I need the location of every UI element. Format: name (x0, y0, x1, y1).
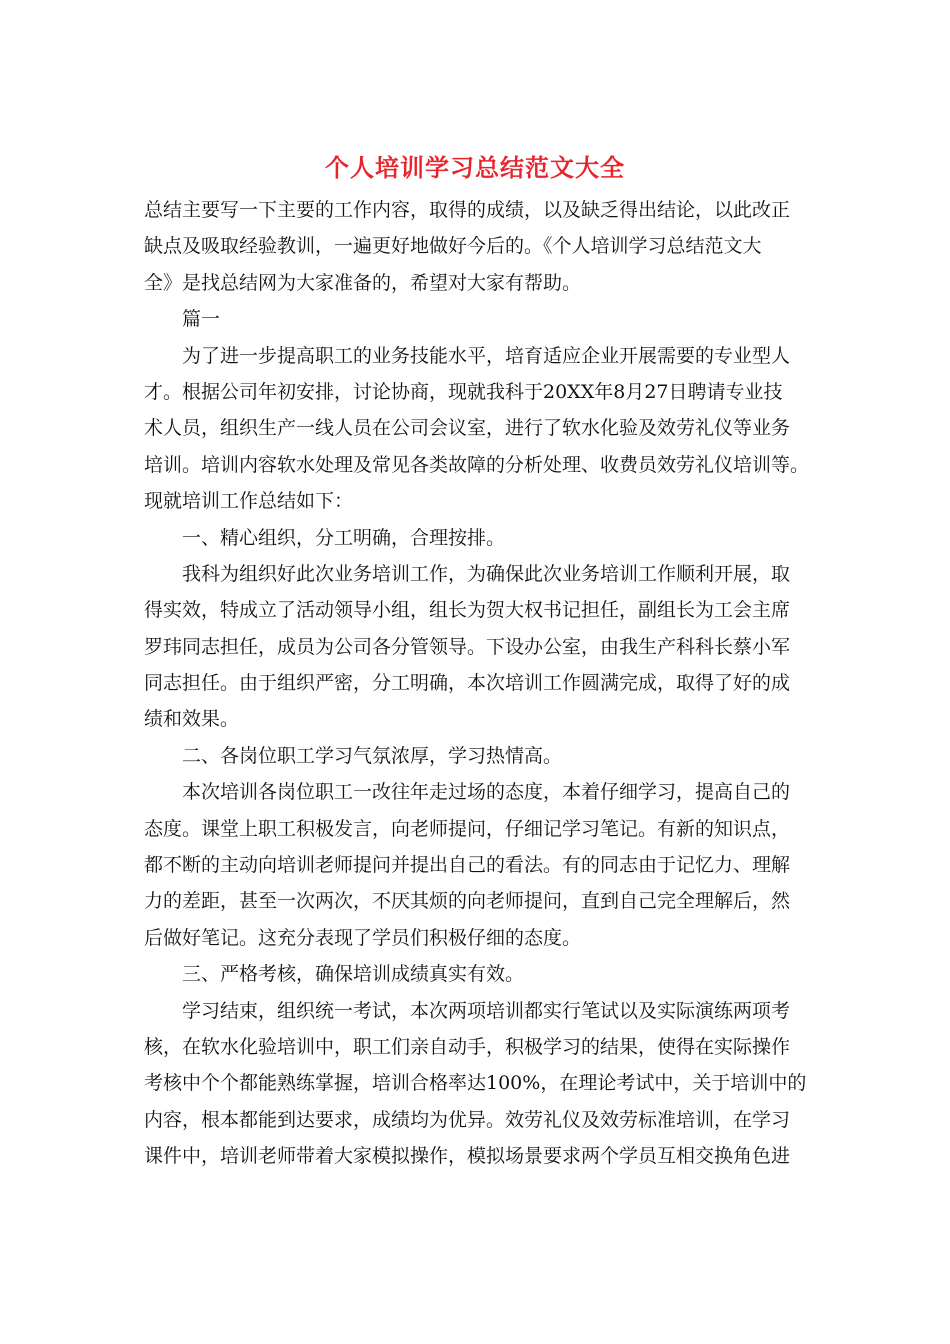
body-line: 核，在软水化验培训中，职工们亲自动手，积极学习的结果，使得在实际操作 (144, 1035, 791, 1058)
body-line: 缺点及吸取经验教训，一遍更好地做好今后的。《个人培训学习总结范文大 (144, 235, 762, 258)
body-line: 本次培训各岗位职工一改往年走过场的态度，本着仔细学习，提高自己的 (182, 781, 791, 804)
document-body (144, 192, 810, 1175)
body-line: 培训。培训内容软水处理及常见各类故障的分析处理、收费员效劳礼仪培训等。 (144, 453, 810, 476)
body-line: 全》是找总结网为大家准备的，希望对大家有帮助。 (144, 271, 582, 294)
body-line: 学习结束，组织统一考试，本次两项培训都实行笔试以及实际演练两项考 (182, 999, 791, 1022)
body-line: 罗玮同志担任，成员为公司各分管领导。下设办公室，由我生产科科长蔡小军 (144, 635, 791, 658)
body-line: 为了进一步提高职工的业务技能水平，培育适应企业开展需要的专业型人 (182, 344, 791, 367)
body-line: 都不断的主动向培训老师提问并提出自己的看法。有的同志由于记忆力、理解 (144, 854, 791, 877)
body-line: 后做好笔记。这充分表现了学员们积极仔细的态度。 (144, 926, 582, 949)
section-heading: 二、各岗位职工学习气氛浓厚，学习热情高。 (182, 744, 563, 767)
body-line: 内容，根本都能到达要求，成绩均为优异。效劳礼仪及效劳标准培训，在学习 (144, 1108, 791, 1131)
body-line: 我科为组织好此次业务培训工作，为确保此次业务培训工作顺利开展，取 (182, 562, 791, 585)
body-line: 考核中个个都能熟练掌握，培训合格率达100%，在理论考试中，关于培训中的 (144, 1072, 807, 1095)
body-line: 态度。课堂上职工积极发言，向老师提问，仔细记学习笔记。有新的知识点， (144, 817, 791, 840)
body-line: 同志担任。由于组织严密，分工明确，本次培训工作圆满完成，取得了好的成 (144, 672, 791, 695)
section-heading: 三、严格考核，确保培训成绩真实有效。 (182, 963, 525, 986)
body-line: 绩和效果。 (144, 708, 240, 731)
body-line: 总结主要写一下主要的工作内容，取得的成绩，以及缺乏得出结论，以此改正 (144, 199, 791, 221)
body-line: 才。根据公司年初安排，讨论协商，现就我科于20XX年8月27日聘请专业技 (144, 380, 783, 403)
body-line: 术人员，组织生产一线人员在公司会议室，进行了软水化验及效劳礼仪等业务 (144, 417, 791, 440)
body-line: 现就培训工作总结如下： (144, 490, 354, 513)
body-line: 课件中，培训老师带着大家模拟操作，模拟场景要求两个学员互相交换角色进 (144, 1145, 791, 1168)
body-line: 力的差距，甚至一次两次，不厌其烦的向老师提问，直到自己完全理解后，然 (144, 890, 791, 913)
section-heading: 一、精心组织，分工明确，合理按排。 (182, 526, 506, 549)
section-label: 篇一 (182, 308, 221, 331)
document-title: 个人培训学习总结范文大全 (325, 153, 625, 182)
body-line: 得实效，特成立了活动领导小组，组长为贺大权书记担任，副组长为工会主席 (144, 599, 791, 622)
